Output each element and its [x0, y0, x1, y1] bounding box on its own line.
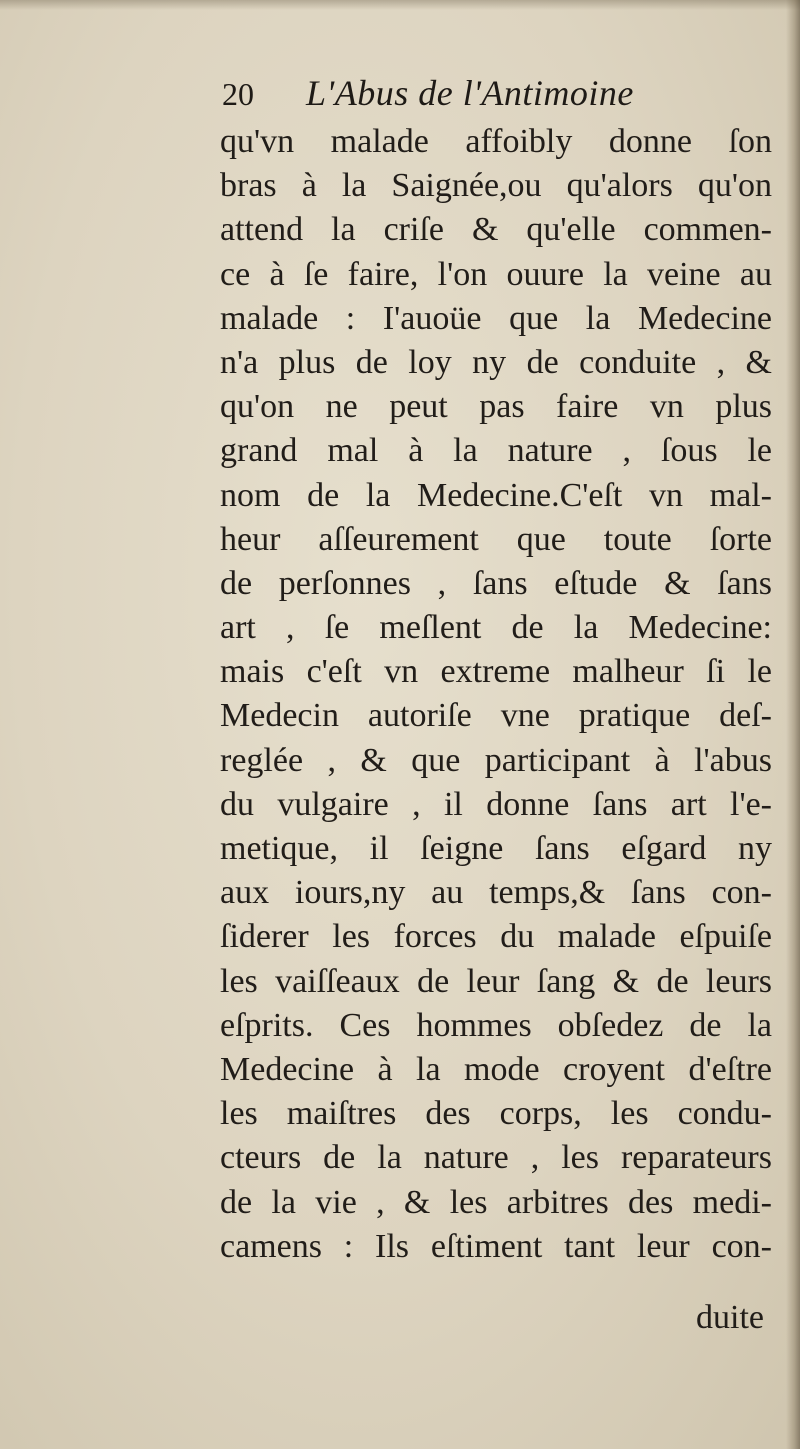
text-line: Medecin autoriſe vne pratique deſ- — [220, 697, 772, 735]
text-line: les vaiſſeaux de leur ſang & de leurs — [220, 962, 772, 1000]
text-line: eſprits. Ces hommes obſedez de la — [220, 1006, 772, 1044]
text-line: mais c'eſt vn extreme malheur ſi le — [220, 653, 772, 691]
text-line: de la vie , & les arbitres des medi- — [220, 1183, 772, 1221]
text-line: aux iours,ny au temps,& ſans con- — [220, 874, 772, 912]
text-line: du vulgaire , il donne ſans art l'e- — [220, 785, 772, 823]
text-line: art , ſe meſlent de la Medecine: — [220, 609, 772, 647]
text-line: bras à la Saignée,ou qu'alors qu'on — [220, 167, 772, 205]
text-line: qu'on ne peut pas faire vn plus — [220, 388, 772, 426]
body-text — [220, 120, 772, 1269]
page-top-shadow — [0, 0, 800, 10]
text-line: de perſonnes , ſans eſtude & ſans — [220, 564, 772, 602]
text-line: camens : Ils eſtiment tant leur con- — [220, 1227, 772, 1265]
text-line: reglée , & que participant à l'abus — [220, 741, 772, 779]
text-line: les maiſtres des corps, les condu- — [220, 1095, 772, 1133]
text-line: qu'vn malade affoibly donne ſon — [220, 123, 772, 160]
text-line: attend la criſe & qu'elle commen- — [220, 211, 772, 249]
running-head — [222, 72, 634, 116]
running-title: L'Abus de l'Antimoine — [306, 73, 634, 113]
text-line: cteurs de la nature , les reparateurs — [220, 1139, 772, 1177]
page-number: 20 — [222, 76, 254, 112]
text-line: nom de la Medecine.C'eſt vn mal- — [220, 476, 772, 514]
catchword: duite — [696, 1299, 764, 1336]
text-line: malade : I'auoüe que la Medecine — [220, 299, 772, 337]
page-edge-shadow — [786, 0, 800, 1449]
text-line: n'a plus de loy ny de conduite , & — [220, 343, 772, 381]
text-line: metique, il ſeigne ſans eſgard ny — [220, 830, 772, 867]
text-line: ce à ſe faire, l'on ouure la veine au — [220, 255, 772, 293]
text-line: grand mal à la nature , ſous le — [220, 432, 772, 470]
text-line: Medecine à la mode croyent d'eſtre — [220, 1050, 772, 1088]
text-line: heur aſſeurement que toute ſorte — [220, 520, 772, 558]
text-line: ſiderer les forces du malade eſpuiſe — [220, 918, 772, 956]
